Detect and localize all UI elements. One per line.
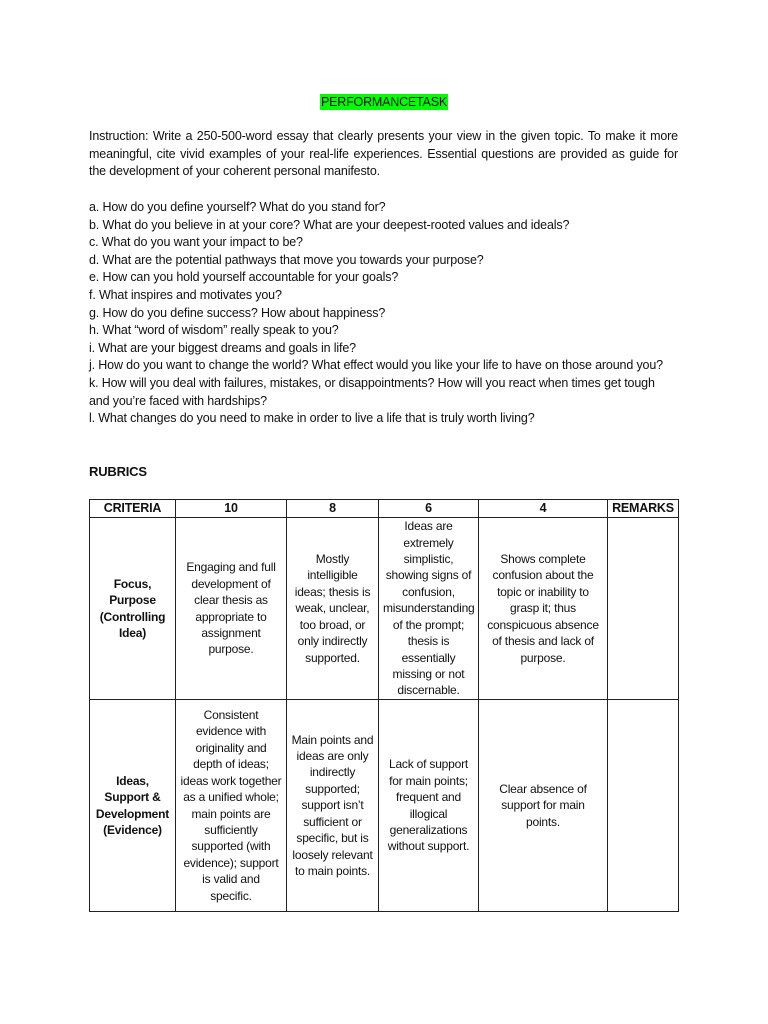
header-score-8: 8 — [287, 500, 379, 518]
score-8-cell: Main points and ideas are only indirectly supported; support isn’t sufficient or specific, but is loosely relevant to main points. — [287, 700, 379, 912]
score-6-cell: Ideas are extremely simplistic, showing signs of confusion, misunderstanding of the prompt; thesis is essentially missing or not discernable. — [379, 518, 479, 700]
score-4-cell: Clear absence of support for main points. — [479, 700, 608, 912]
remarks-cell — [608, 518, 679, 700]
header-remarks: REMARKS — [608, 500, 679, 518]
essential-questions-list — [89, 199, 678, 428]
question-item: c. What do you want your impact to be? — [89, 235, 303, 250]
question-item: k. How will you deal with failures, mistakes, or disappointments? How will you react when times get tough and you’re faced with hardships? — [89, 375, 655, 408]
question-item: j. How do you want to change the world? What effect would you like your life to have on those around you? — [89, 358, 663, 373]
score-4-cell: Shows complete confusion about the topic or inability to grasp it; thus conspicuous absence of thesis and lack of purpose. — [479, 518, 608, 700]
header-score-4: 4 — [479, 500, 608, 518]
remarks-cell — [608, 700, 679, 912]
question-item: h. What “word of wisdom” really speak to you? — [89, 323, 339, 338]
rubrics-heading: RUBRICS — [89, 464, 147, 479]
score-10-cell: Consistent evidence with originality and depth of ideas; ideas work together as a unified whole; main points are sufficiently supported (with evidence); support is valid and specific. — [176, 700, 287, 912]
table-header-row — [90, 500, 679, 518]
score-6-cell: Lack of support for main points; frequent and illogical generalizations without support. — [379, 700, 479, 912]
score-10-cell: Engaging and full development of clear thesis as appropriate to assignment purpose. — [176, 518, 287, 700]
header-score-6: 6 — [379, 500, 479, 518]
question-item: d. What are the potential pathways that move you towards your purpose? — [89, 252, 484, 267]
question-item: b. What do you believe in at your core? What are your deepest-rooted values and ideals? — [89, 217, 570, 232]
criteria-cell: Ideas, Support & Development (Evidence) — [90, 700, 176, 912]
rubric-table — [89, 499, 679, 912]
title-container — [0, 93, 768, 111]
score-8-cell: Mostly intelligible ideas; thesis is weak, unclear, too broad, or only indirectly supported. — [287, 518, 379, 700]
page-title: PERFORMANCETASK — [321, 95, 447, 109]
table-row — [90, 700, 679, 912]
question-item: g. How do you define success? How about happiness? — [89, 305, 386, 320]
question-item: e. How can you hold yourself accountable for your goals? — [89, 270, 399, 285]
question-item: l. What changes do you need to make in order to live a life that is truly worth living? — [89, 411, 535, 426]
question-item: i. What are your biggest dreams and goals in life? — [89, 340, 356, 355]
instruction-paragraph: Instruction: Write a 250-500-word essay that clearly presents your view in the given topic. To make it more meaningful, cite vivid examples of your real-life experiences. Essential questions are provided as guide for the development of your coherent personal manifesto. — [89, 129, 678, 179]
criteria-cell: Focus, Purpose (Controlling Idea) — [90, 518, 176, 700]
header-criteria: CRITERIA — [90, 500, 176, 518]
header-score-10: 10 — [176, 500, 287, 518]
question-item: a. How do you define yourself? What do you stand for? — [89, 200, 386, 214]
question-item: f. What inspires and motivates you? — [89, 287, 282, 302]
table-row — [90, 518, 679, 700]
